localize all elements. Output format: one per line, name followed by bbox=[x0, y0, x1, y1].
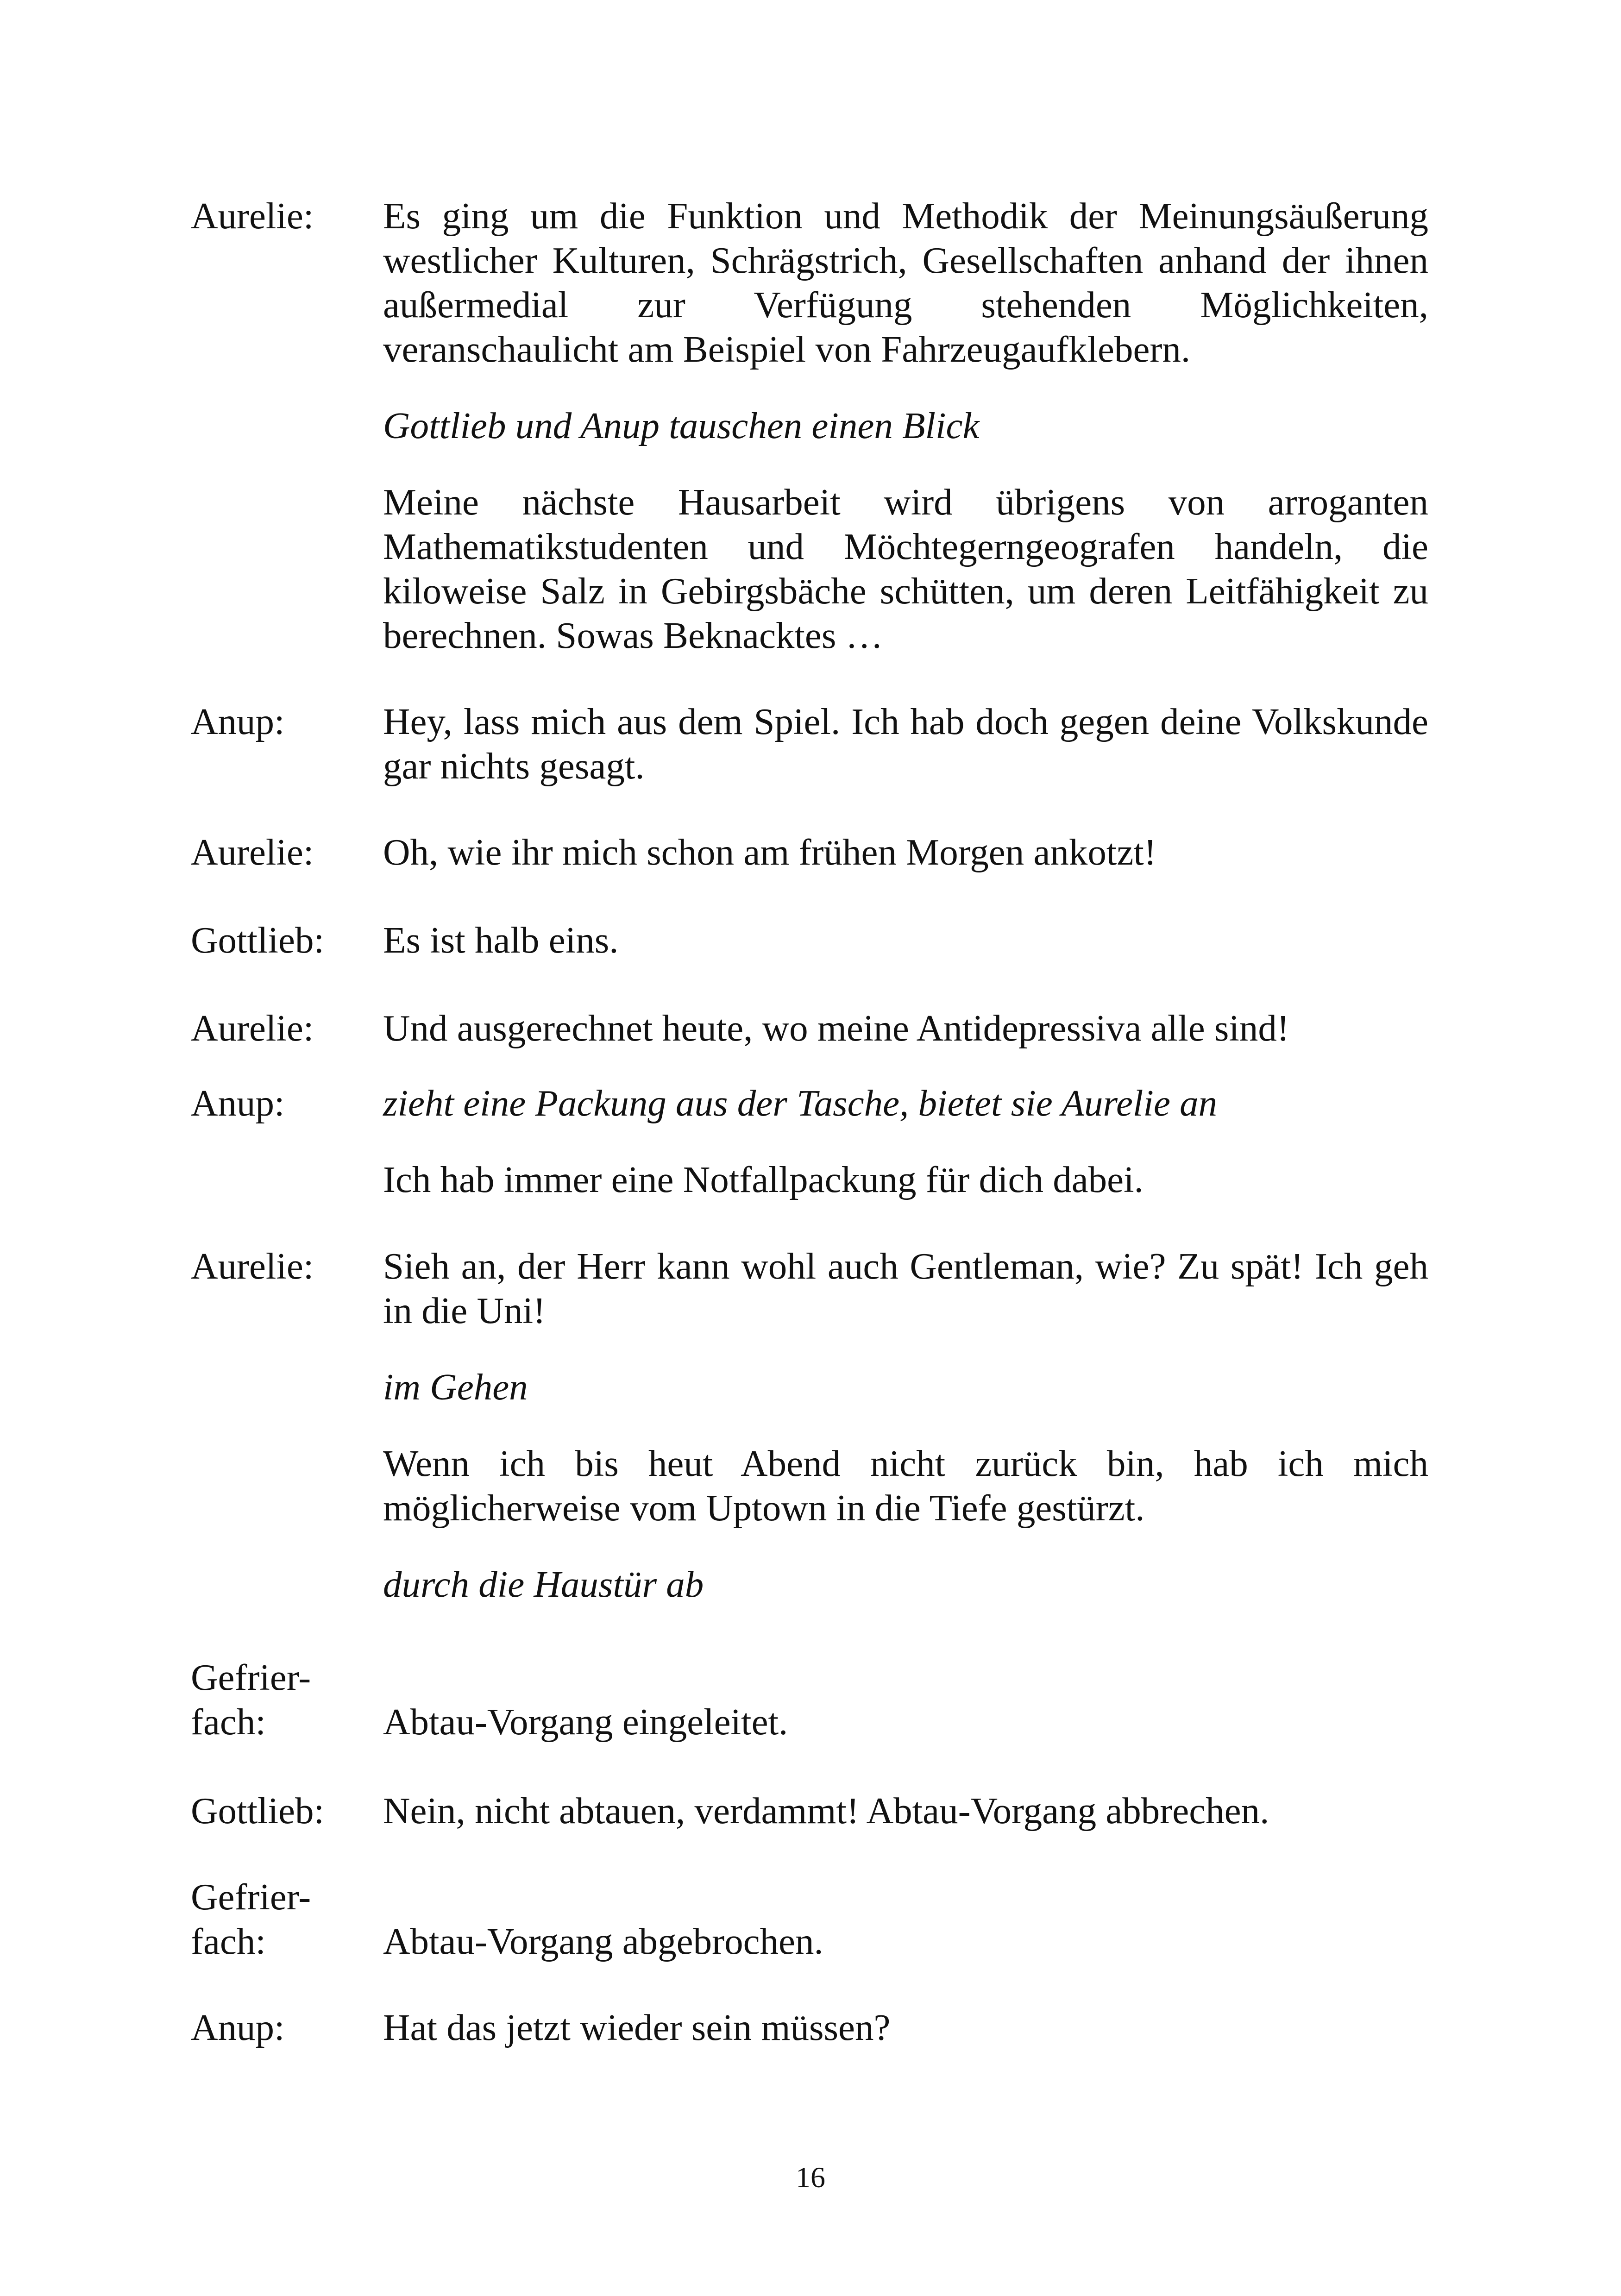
speaker-label: Anup: bbox=[191, 701, 285, 742]
stage-direction: durch die Haustür ab bbox=[383, 1563, 704, 1605]
stage-direction: zieht eine Packung aus der Tasche, bietet sie Aurelie an bbox=[383, 1082, 1218, 1124]
dialogue-body bbox=[383, 1244, 1428, 1606]
speaker-label: Aurelie: bbox=[191, 1245, 314, 1287]
speaker-label: Anup: bbox=[191, 2007, 285, 2048]
speaker-label: Aurelie: bbox=[191, 1007, 314, 1049]
dialogue-body bbox=[383, 699, 1428, 788]
speech-text: Und ausgerechnet heute, wo meine Antidepressiva alle sind! bbox=[383, 1007, 1289, 1049]
speaker-label: Gottlieb: bbox=[191, 1790, 324, 1832]
speech-text: Nein, nicht abtauen, verdammt! Abtau-Vorgang abbrechen. bbox=[383, 1790, 1269, 1832]
speech-text: Abtau-Vorgang eingeleitet. bbox=[383, 1701, 788, 1743]
speaker-label: Gottlieb: bbox=[191, 919, 324, 961]
stage-direction: im Gehen bbox=[383, 1366, 528, 1408]
dialogue-body bbox=[383, 1081, 1428, 1202]
speech-text: Wenn ich bis heut Abend nicht zurück bin, hab ich mich möglicherweise vom Uptown in die Tiefe gestürzt. bbox=[383, 1443, 1428, 1529]
speech-text: Ich hab immer eine Notfallpackung für dich dabei. bbox=[383, 1159, 1143, 1200]
speech-text: Sieh an, der Herr kann wohl auch Gentleman, wie? Zu spät! Ich geh in die Uni! bbox=[383, 1245, 1428, 1331]
page-number: 16 bbox=[796, 2161, 825, 2194]
speech-text: Meine nächste Hausarbeit wird übrigens von arroganten Mathematikstudenten und Möchtegerngeografen handeln, die kiloweise Salz in Gebirgsbäche schütten, um deren Leitfähigkeit zu berechnen. Sowas Beknacktes … bbox=[383, 481, 1428, 656]
dialogue-body bbox=[383, 1788, 1428, 1833]
speech-text: Hat das jetzt wieder sein müssen? bbox=[383, 2007, 891, 2048]
speaker-label: Aurelie: bbox=[191, 195, 314, 237]
speaker-label: Anup: bbox=[191, 1082, 285, 1124]
speaker-label: Aurelie: bbox=[191, 831, 314, 873]
speech-text: Oh, wie ihr mich schon am frühen Morgen ankotzt! bbox=[383, 831, 1156, 873]
speech-text: Es ist halb eins. bbox=[383, 919, 619, 961]
dialogue-body bbox=[383, 1006, 1428, 1050]
dialogue-body bbox=[383, 1700, 1428, 1744]
speaker-label: Gefrier- fach: bbox=[191, 1876, 311, 1962]
speaker-label: Gefrier- fach: bbox=[191, 1656, 311, 1743]
dialogue-body bbox=[383, 1919, 1428, 1964]
speech-text: Hey, lass mich aus dem Spiel. Ich hab doch gegen deine Volkskunde gar nichts gesagt. bbox=[383, 701, 1428, 787]
dialogue-body bbox=[383, 2005, 1428, 2050]
dialogue-body bbox=[383, 194, 1428, 658]
dialogue-body bbox=[383, 918, 1428, 962]
speech-text: Abtau-Vorgang abgebrochen. bbox=[383, 1920, 823, 1962]
speech-text: Es ging um die Funktion und Methodik der Meinungsäußerung westlicher Kulturen, Schrägstrich, Gesellschaften anhand der ihnen außermedial zur Verfügung stehenden Möglichkeiten, veranschaulicht am Beispiel von Fahrzeugaufklebern. bbox=[383, 195, 1428, 370]
stage-direction: Gottlieb und Anup tauschen einen Blick bbox=[383, 405, 980, 446]
dialogue-body bbox=[383, 830, 1428, 874]
